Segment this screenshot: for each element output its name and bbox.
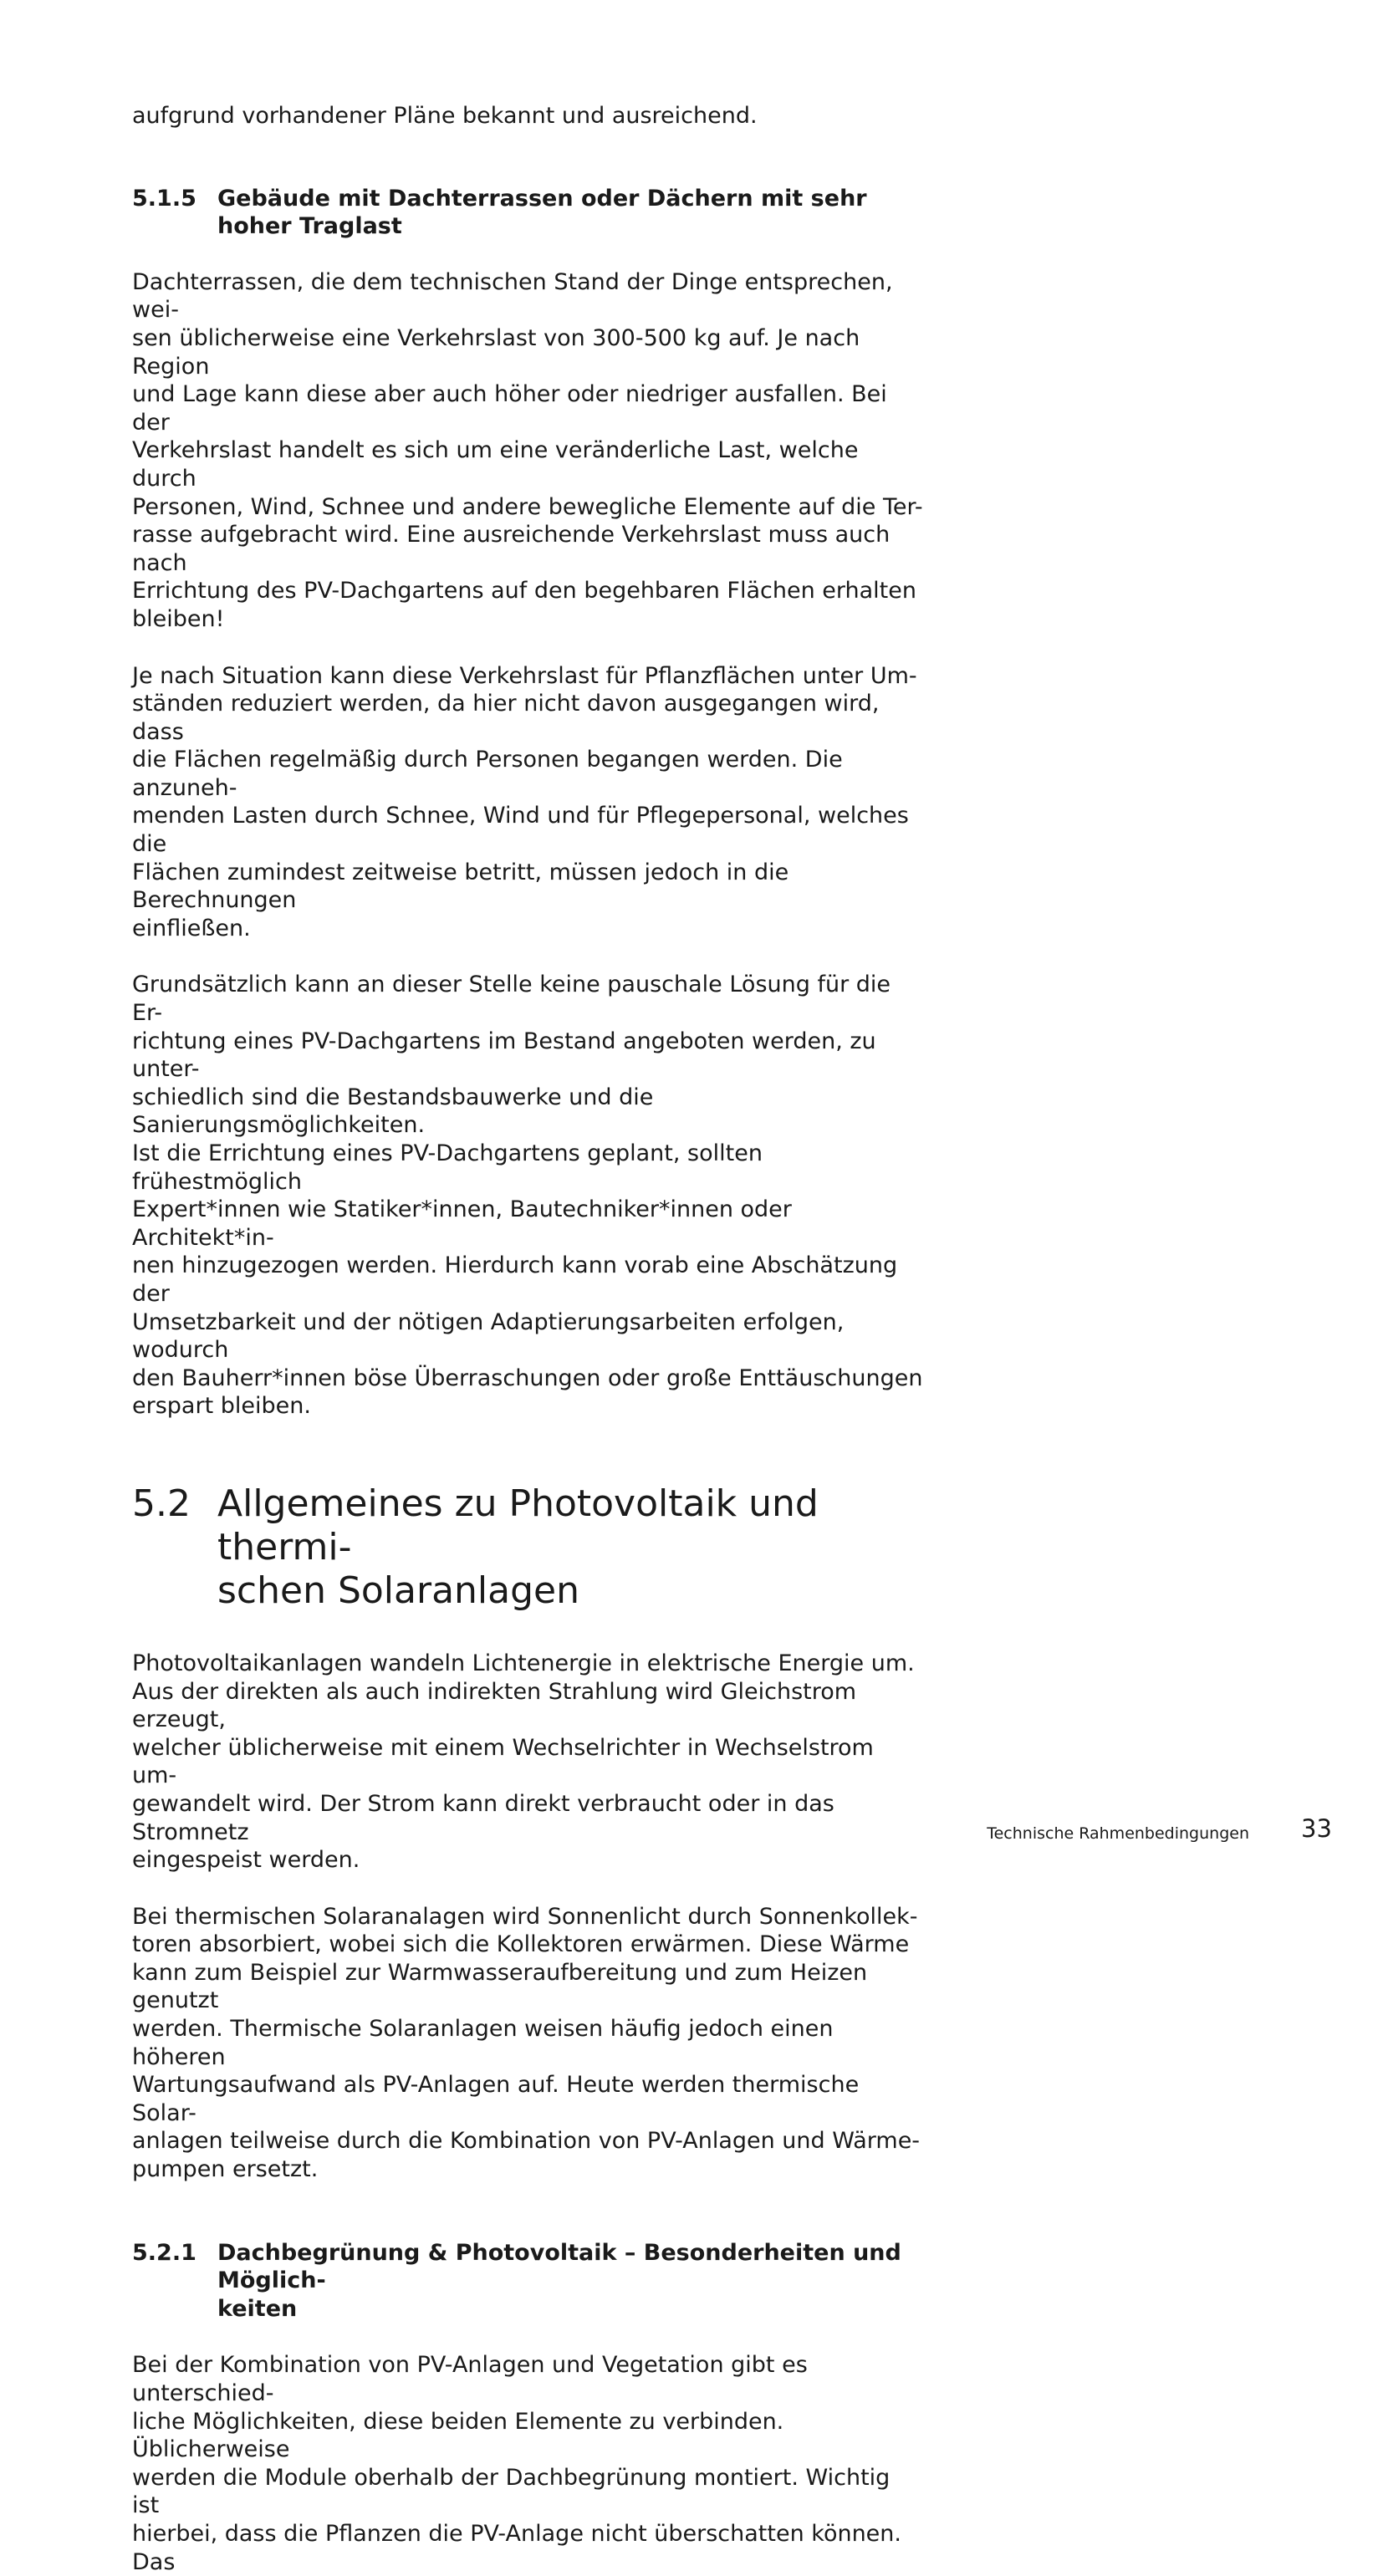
continuation-paragraph: aufgrund vorhandener Pläne bekannt und ausreichend. [132, 103, 758, 129]
heading-title: Allgemeines zu Photovoltaik und thermi- schen Solaranlagen [217, 1482, 819, 1612]
paragraph: Bei thermischen Solaranalagen wird Sonnenlicht durch Sonnenkollek- toren absorbiert, wobei sich die Kollektoren erwärmen. Diese Wärme kann zum Beispiel zur Warmwasseraufbereitung und zum Heizen genutzt werden. Thermische Solaranlagen weisen häufig jedoch einen höheren Wartungsaufwand als PV-Anlagen auf. Heute werden thermische Solar- anlagen teilweise durch die Kombination von PV-Anlagen und Wärme- pumpen ersetzt. [132, 1903, 921, 2183]
heading-number: 5.2.1 [132, 2239, 196, 2266]
heading-5-2 [132, 1482, 923, 1613]
heading-title: Dachbegrünung & Photovoltaik – Besonderheiten und Möglich- keiten [217, 2239, 901, 2322]
text-column [132, 102, 923, 2576]
heading-5-2-1 [132, 2239, 923, 2324]
paragraph: Dachterrassen, die dem technischen Stand der Dinge entsprechen, wei- sen üblicherweise eine Verkehrslast von 300-500 kg auf. Je nach Region und Lage kann diese aber auch höher oder niedriger ausfallen. Bei der Verkehrslast handelt es sich um eine veränderliche Last, welche durch Personen, Wind, Schnee und andere bewegliche Elemente auf die Ter- rasse aufgebracht wird. Eine ausreichende Verkehrslast muss auch nach Errichtung des PV-Dachgartens auf den begehbaren Flächen erhalten bleiben! [132, 268, 923, 632]
footer-chapter-label: Technische Rahmenbedingungen [987, 1824, 1249, 1843]
page-number: 33 [1301, 1814, 1332, 1843]
heading-title: Gebäude mit Dachterrassen oder Dächern mit sehr hoher Traglast [217, 185, 867, 240]
paragraph: Grundsätzlich kann an dieser Stelle keine pauschale Lösung für die Er- richtung eines PV-Dachgartens im Bestand angeboten werden, zu unter- schiedlich sind die Bestandsbauwerke und die Sanierungsmöglichkeiten. Ist die Errichtung eines PV-Dachgartens geplant, sollten frühestmöglich Expert*innen wie Statiker*innen, Bautechniker*innen oder Architekt*in- nen hinzugezogen werden. Hierdurch kann vorab eine Abschätzung der Umsetzbarkeit und der nötigen Adaptierungsarbeiten erfolgen, wodurch den Bauherr*innen böse Überraschungen oder große Enttäuschungen erspart bleiben. [132, 972, 923, 1420]
paragraph: Je nach Situation kann diese Verkehrslast für Pflanzflächen unter Um- ständen reduziert werden, da hier nicht davon ausgegangen wird, dass die Flächen regelmäßig durch Personen begangen werden. Die anzuneh- menden Lasten durch Schnee, Wind und für Pflegepersonal, welches die Flächen zumindest zeitweise betritt, müssen jedoch in die Berechnungen einfließen. [132, 662, 917, 941]
heading-number: 5.1.5 [132, 185, 196, 212]
paragraph: Photovoltaikanlagen wandeln Lichtenergie in elektrische Energie um. Aus der direkten als auch indirekten Strahlung wird Gleichstrom erzeugt, welcher üblicherweise mit einem Wechselrichter in Wechselstrom um- gewandelt wird. Der Strom kann direkt verbraucht oder in das Stromnetz eingespeist werden. [132, 1650, 915, 1874]
heading-5-1-5 [132, 185, 923, 241]
paragraph: Bei der Kombination von PV-Anlagen und Vegetation gibt es unterschied- liche Möglichkeiten, diese beiden Elemente zu verbinden. Üblicherweise werden die Module oberhalb der Dachbegrünung montiert. Wichtig ist hierbei, dass die Pflanzen die PV-Anlage nicht überschatten können. Das [132, 2352, 901, 2575]
heading-number: 5.2 [132, 1482, 191, 1525]
